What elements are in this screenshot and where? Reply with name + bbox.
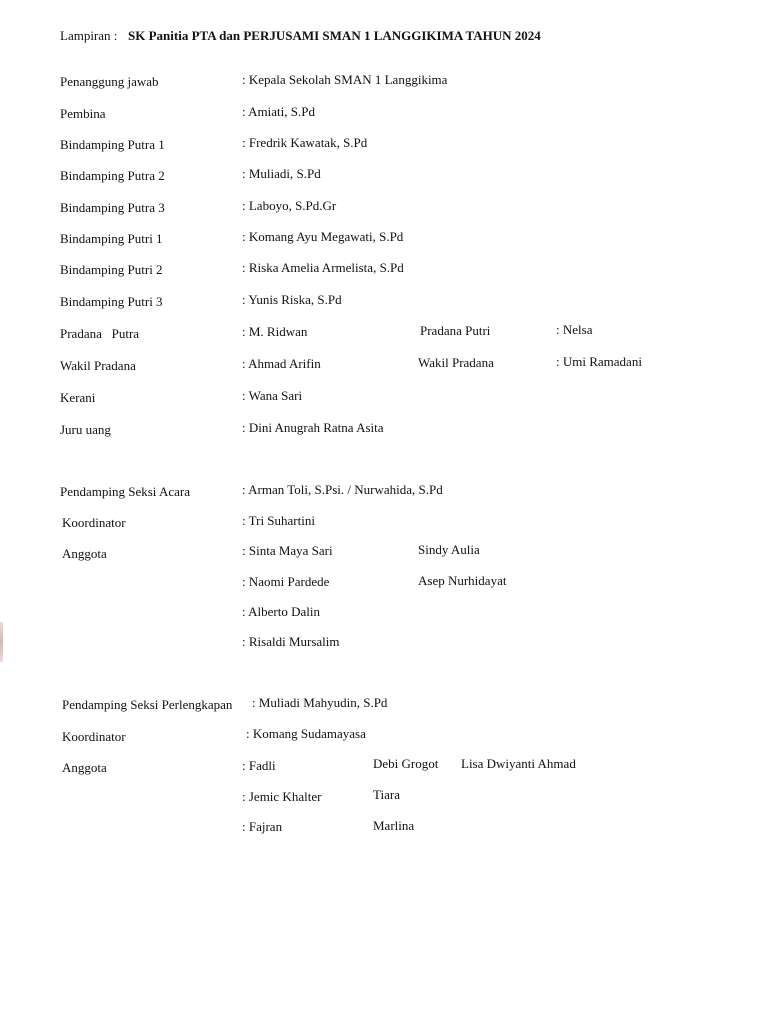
value-pembina: : Amiati, S.Pd bbox=[242, 104, 315, 119]
label-bindamping-putri-2: Bindamping Putri 2 bbox=[60, 262, 163, 277]
label-juru-uang: Juru uang bbox=[60, 422, 111, 437]
value-pradana-putri: : Nelsa bbox=[556, 322, 593, 337]
label-pendamping-seksi-perlengkapan: Pendamping Seksi Perlengkapan bbox=[62, 697, 233, 712]
value-penanggung-jawab: : Kepala Sekolah SMAN 1 Langgikima bbox=[242, 72, 448, 87]
anggota-acara-item: Asep Nurhidayat bbox=[418, 573, 507, 588]
anggota-perlengkapan-item: : Fajran bbox=[242, 819, 283, 834]
label-bindamping-putri-3: Bindamping Putri 3 bbox=[60, 294, 163, 309]
label-pradana-putri: Pradana Putri bbox=[420, 323, 491, 338]
value-koordinator-acara: : Tri Suhartini bbox=[242, 513, 315, 528]
anggota-perlengkapan-item: : Jemic Khalter bbox=[242, 789, 322, 804]
value-bindamping-putri-3: : Yunis Riska, S.Pd bbox=[242, 292, 342, 307]
value-koordinator-perlengkapan: : Komang Sudamayasa bbox=[246, 726, 366, 741]
label-koordinator-perlengkapan: Koordinator bbox=[62, 729, 126, 744]
value-bindamping-putri-1: : Komang Ayu Megawati, S.Pd bbox=[242, 229, 404, 244]
header-prefix: Lampiran : bbox=[60, 28, 118, 43]
anggota-perlengkapan-item: Tiara bbox=[373, 787, 400, 802]
anggota-acara-item: : Risaldi Mursalim bbox=[242, 634, 340, 649]
anggota-perlengkapan-item: Lisa Dwiyanti Ahmad bbox=[461, 756, 576, 771]
anggota-perlengkapan-item: Debi Grogot bbox=[373, 756, 439, 771]
document-title: SK Panitia PTA dan PERJUSAMI SMAN 1 LANGGIKIMA TAHUN 2024 bbox=[128, 28, 541, 43]
label-bindamping-putra-3: Bindamping Putra 3 bbox=[60, 200, 165, 215]
label-koordinator-acara: Koordinator bbox=[62, 515, 126, 530]
value-wakil-pradana-putri: : Umi Ramadani bbox=[556, 354, 642, 369]
label-penanggung-jawab: Penanggung jawab bbox=[60, 74, 159, 89]
value-pradana-putra: : M. Ridwan bbox=[242, 324, 308, 339]
value-wakil-pradana-putra: : Ahmad Arifin bbox=[242, 356, 321, 371]
value-kerani: : Wana Sari bbox=[242, 388, 303, 403]
anggota-perlengkapan-item: Marlina bbox=[373, 818, 415, 833]
label-wakil-pradana-putri: Wakil Pradana bbox=[418, 355, 494, 370]
label-pembina: Pembina bbox=[60, 106, 106, 121]
value-bindamping-putri-2: : Riska Amelia Armelista, S.Pd bbox=[242, 260, 404, 275]
label-bindamping-putra-2: Bindamping Putra 2 bbox=[60, 168, 165, 183]
label-anggota-acara: Anggota bbox=[62, 546, 107, 561]
anggota-acara-item: : Naomi Pardede bbox=[242, 574, 330, 589]
label-pendamping-seksi-acara: Pendamping Seksi Acara bbox=[60, 484, 190, 499]
value-pendamping-seksi-perlengkapan: : Muliadi Mahyudin, S.Pd bbox=[252, 695, 388, 710]
label-pradana-putra: Pradana Putra bbox=[60, 326, 140, 341]
value-bindamping-putra-1: : Fredrik Kawatak, S.Pd bbox=[242, 135, 368, 150]
anggota-perlengkapan-item: : Fadli bbox=[242, 758, 276, 773]
anggota-acara-item: : Alberto Dalin bbox=[242, 604, 320, 619]
label-kerani: Kerani bbox=[60, 390, 96, 405]
scan-edge-mark bbox=[0, 622, 3, 662]
value-pendamping-seksi-acara: : Arman Toli, S.Psi. / Nurwahida, S.Pd bbox=[242, 482, 443, 497]
value-juru-uang: : Dini Anugrah Ratna Asita bbox=[242, 420, 384, 435]
label-bindamping-putra-1: Bindamping Putra 1 bbox=[60, 137, 165, 152]
value-bindamping-putra-3: : Laboyo, S.Pd.Gr bbox=[242, 198, 337, 213]
value-bindamping-putra-2: : Muliadi, S.Pd bbox=[242, 166, 321, 181]
label-wakil-pradana-putra: Wakil Pradana bbox=[60, 358, 136, 373]
anggota-acara-item: Sindy Aulia bbox=[418, 542, 480, 557]
label-bindamping-putri-1: Bindamping Putri 1 bbox=[60, 231, 163, 246]
label-anggota-perlengkapan: Anggota bbox=[62, 760, 107, 775]
anggota-acara-item: : Sinta Maya Sari bbox=[242, 543, 333, 558]
